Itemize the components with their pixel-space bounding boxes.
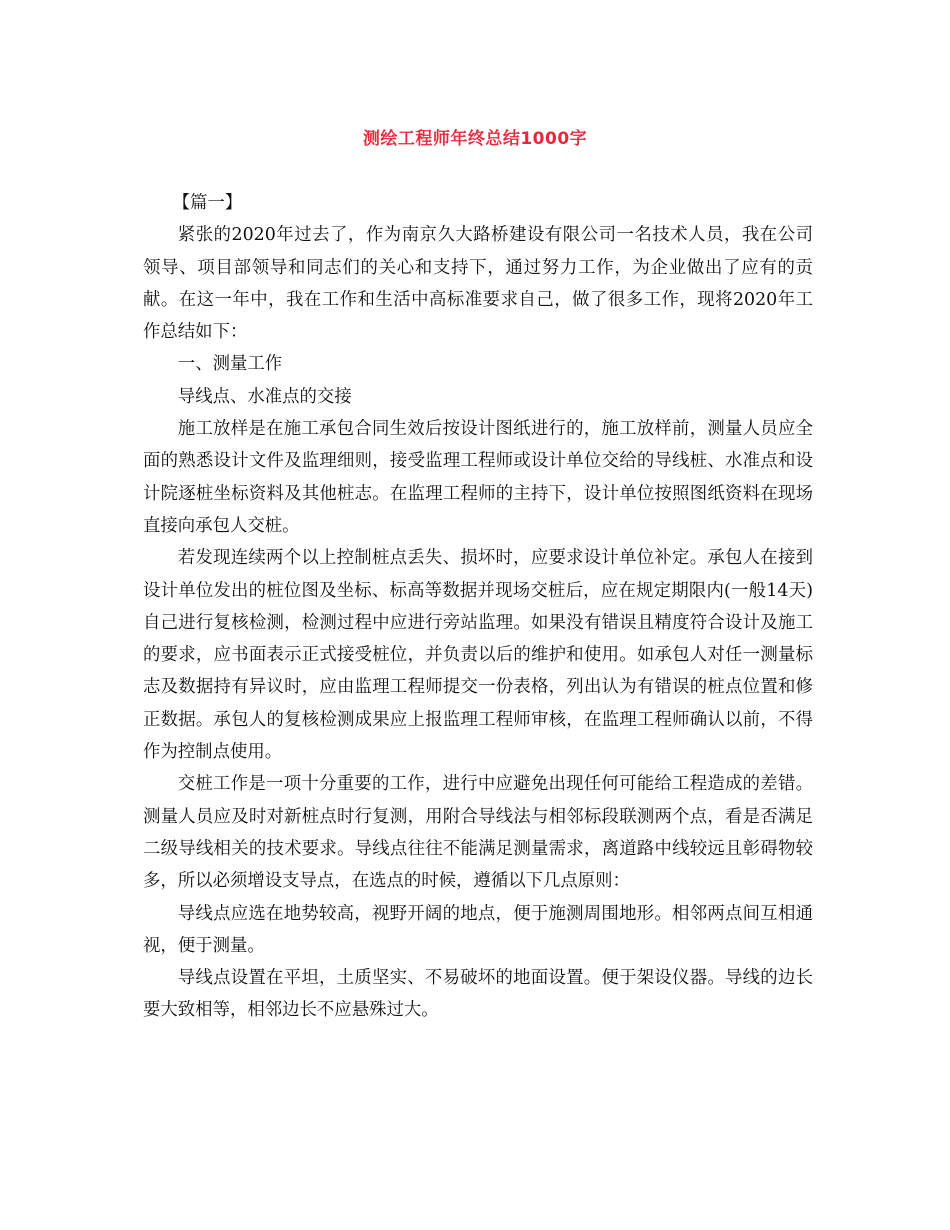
- paragraph-subheading-handover: 导线点、水准点的交接: [177, 386, 352, 407]
- paragraph-point-selection-2: 导线点设置在平坦，土质坚实、不易破坏的地面设置。便于架设仪器。导线的边长要大致相等，相邻边长不应悬殊过大。: [143, 968, 813, 1021]
- paragraph-handover-importance: 交桩工作是一项十分重要的工作，进行中应避免出现任何可能给工程造成的差错。测量人员应及时对新桩点时行复测，用附合导线法与相邻标段联测两个点，看是否满足二级导线相关的技术要求。导线点往往不能满足测量需求，离道路中线较远且彰碍物较多，所以必须增设支导点，在选点的时候，遵循以下几点原则：: [143, 774, 813, 892]
- section-heading: 【篇一】: [172, 193, 243, 213]
- paragraph-heading-survey-work: 一、测量工作: [177, 354, 283, 375]
- document-title: 测绘工程师年终总结1000字: [362, 129, 588, 149]
- paragraph-missing-stakes: 若发现连续两个以上控制桩点丢失、损坏时，应要求设计单位补定。承包人在接到设计单位发出的桩位图及坐标、标高等数据并现场交桩后，应在规定期限内(一般14天)自己进行复核检测，检测过程中应进行旁站监理。如果没有错误且精度符合设计及施工的要求，应书面表示正式接受桩位，并负责以后的维护和使用。如承包人对任一测量标志及数据持有异议时，应由监理工程师提交一份表格，列出认为有错误的桩点位置和修正数据。承包人的复核检测成果应上报监理工程师审核，在监理工程师确认以前，不得作为控制点使用。: [143, 548, 813, 763]
- paragraph-point-selection-1: 导线点应选在地势较高，视野开阔的地点，便于施测周围地形。相邻两点间互相通视，便于测量。: [143, 903, 813, 956]
- paragraph-setout: 施工放样是在施工承包合同生效后按设计图纸进行的，施工放样前，测量人员应全面的熟悉设计文件及监理细则，接受监理工程师或设计单位交给的导线桩、水准点和设计院逐桩坐标资料及其他桩志。在监理工程师的主持下，设计单位按照图纸资料在现场直接向承包人交桩。: [143, 419, 813, 536]
- paragraph-intro: 紧张的2020年过去了，作为南京久大路桥建设有限公司一名技术人员，我在公司领导、项目部领导和同志们的关心和支持下，通过努力工作，为企业做出了应有的贡献。在这一年中，我在工作和生活中高标准要求自己，做了很多工作，现将2020年工作总结如下：: [143, 225, 813, 343]
- document-body: [143, 187, 813, 1027]
